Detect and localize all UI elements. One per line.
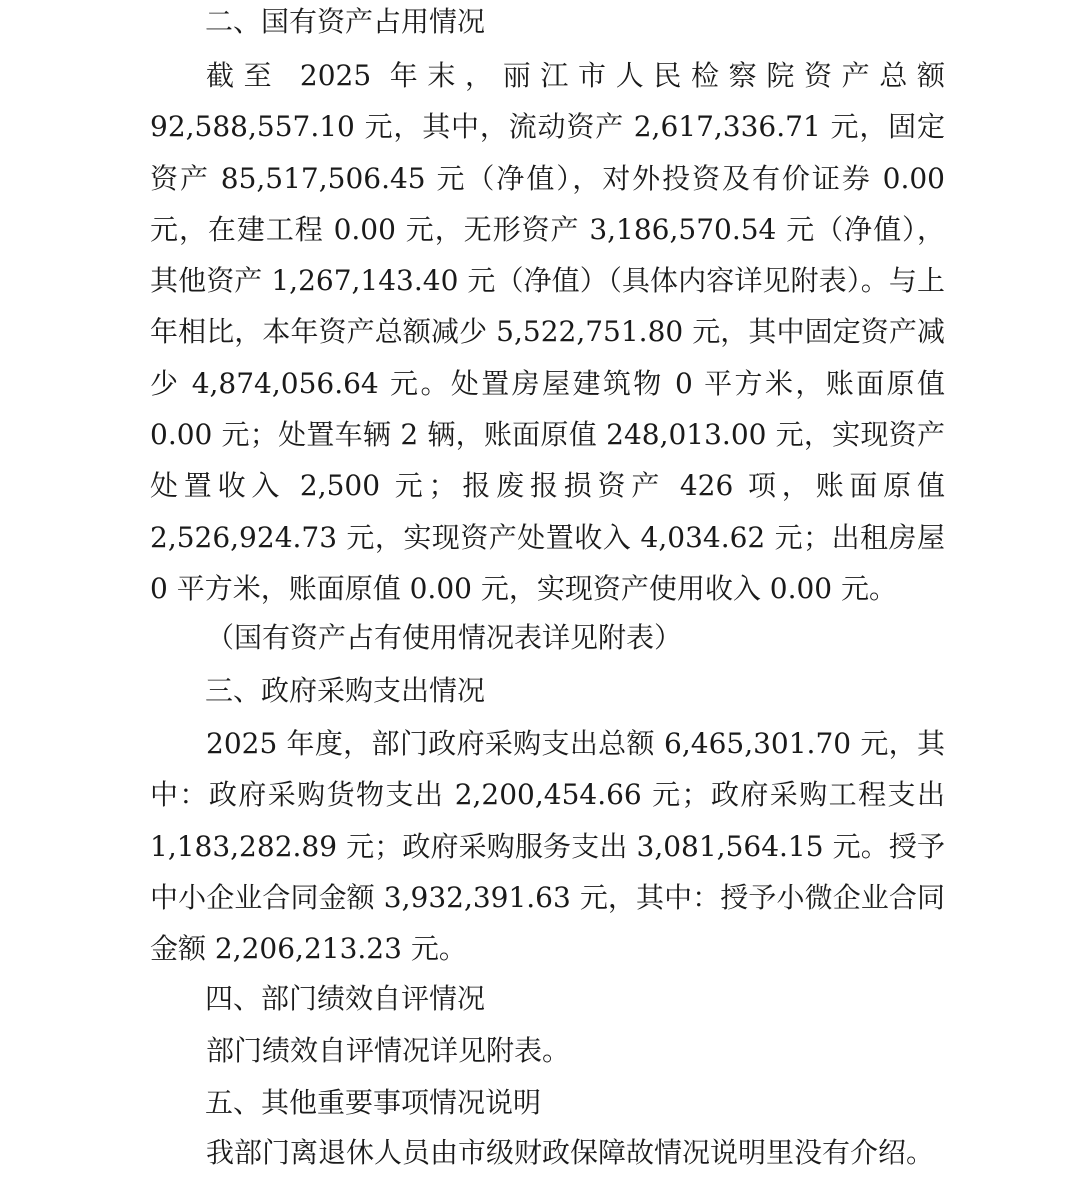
performance-paragraph: 部门绩效自评情况详见附表。 xyxy=(206,1034,571,1067)
section-heading-assets: 二、国有资产占用情况 xyxy=(205,5,486,38)
other-paragraph: 我部门离退休人员由市级财政保障故情况说明里没有介绍。 xyxy=(206,1136,935,1169)
assets-paragraph: 截至 2025 年末，丽江市人民检察院资产总额 92,588,557.10 元，其中，流动资产 2,617,336.71 元，固定资产 85,517,506.45 元（净值），对外投资及有价证券 0.00 元，在建工程 0.00 元，无形资产 3,186,570.54 元（净值），其他资产 1,267,143.40 元（净值）（具体内容详见附表）。与上年相比，本年资产总额减少 5,522,751.80 元，其中固定资产减少 4,874,056.64 元。处置房屋建筑物 0 平方米，账面原值 0.00 元；处置车辆 2 辆，账面原值 248,013.00 元，实现资产处置收入 2,500 元；报废报损资产 426 项，账面原值 2,526,924.73 元，实现资产处置收入 4,034.62 元；出租房屋 0 平方米，账面原值 0.00 元，实现资产使用收入 0.00 元。 xyxy=(150,59,945,605)
section-heading-other: 五、其他重要事项情况说明 xyxy=(205,1086,542,1119)
assets-note: （国有资产占有使用情况表详见附表） xyxy=(206,621,683,654)
procurement-paragraph: 2025 年度，部门政府采购支出总额 6,465,301.70 元，其中：政府采购货物支出 2,200,454.66 元；政府采购工程支出 1,183,282.89 元；政府采购服务支出 3,081,564.15 元。授予中小企业合同金额 3,932,391.63 元，其中：授予小微企业合同金额 2,206,213.23 元。 xyxy=(150,727,945,966)
section-heading-procurement: 三、政府采购支出情况 xyxy=(205,674,486,707)
section-heading-performance: 四、部门绩效自评情况 xyxy=(205,982,486,1015)
